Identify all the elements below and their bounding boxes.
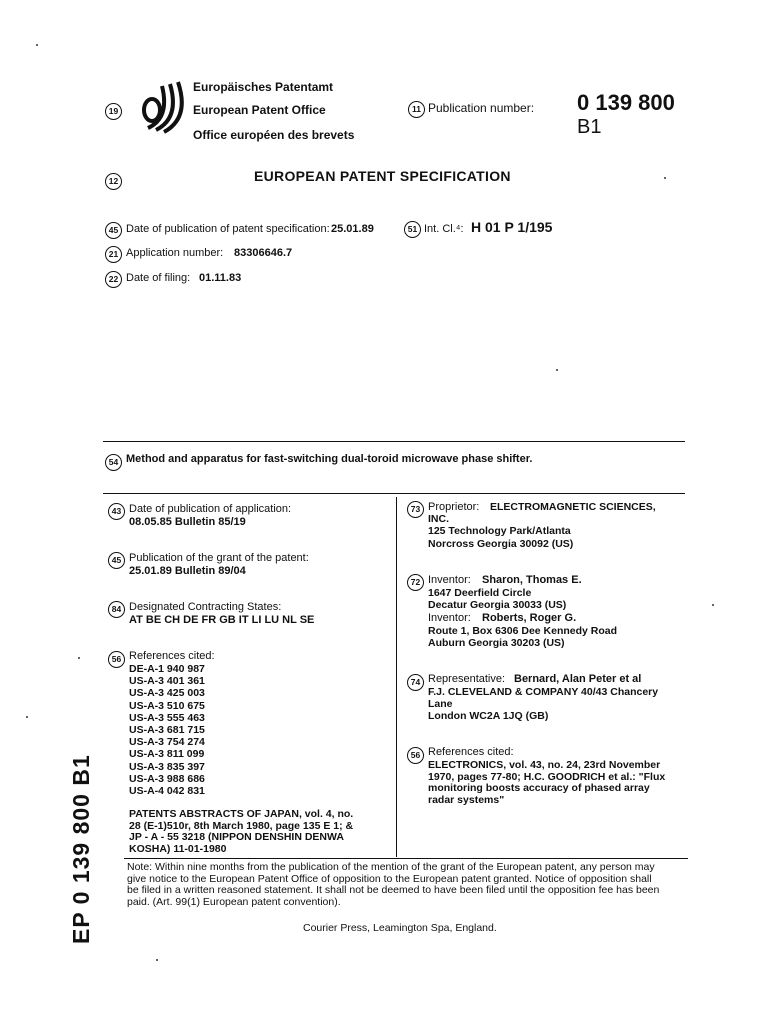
- inid-code-45: 45: [105, 222, 122, 239]
- reference-cited-line: 1970, pages 77-80; H.C. GOODRICH et al.: "Flux: [428, 770, 666, 783]
- invention-title: Method and apparatus for fast-switching dual-toroid microwave phase shifter.: [126, 453, 533, 465]
- inid-code-45b: 45: [108, 552, 125, 569]
- divider-title: [103, 493, 685, 494]
- reference-item: US-A-3 835 397: [129, 760, 205, 773]
- inid-code-84: 84: [108, 601, 125, 618]
- designated-states-label: Designated Contracting States:: [129, 601, 282, 613]
- reference-item: US-A-3 754 274: [129, 736, 205, 749]
- inid-code-12: 12: [105, 173, 122, 190]
- proprietor-line: INC.: [428, 513, 449, 526]
- reference-item: US-A-3 425 003: [129, 687, 205, 700]
- office-name-de: Europäisches Patentamt: [193, 80, 334, 94]
- grant-publication-label: Publication of the grant of the patent:: [129, 552, 309, 564]
- filing-date: 01.11.83: [199, 272, 242, 284]
- application-number: 83306646.7: [234, 247, 293, 259]
- inventor-2-name: Roberts, Roger G.: [482, 612, 577, 624]
- note-line: paid. (Art. 99(1) European patent convention).: [127, 895, 341, 908]
- office-name-fr: Office européen des brevets: [193, 128, 355, 142]
- representative-line: Lane: [428, 698, 453, 711]
- representative-line: London WC2A 1JQ (GB): [428, 710, 549, 723]
- divider-top: [103, 441, 685, 442]
- inventor-1-name: Sharon, Thomas E.: [482, 574, 582, 586]
- office-name-en: European Patent Office: [193, 103, 326, 117]
- scan-speck: [556, 369, 558, 371]
- proprietor-line: ELECTROMAGNETIC SCIENCES,: [490, 501, 656, 513]
- pub-spec-label: Date of publication of patent specification:: [126, 223, 330, 235]
- filing-date-label: Date of filing:: [126, 272, 191, 284]
- scan-speck: [26, 716, 28, 718]
- publication-number-label: Publication number:: [428, 101, 535, 115]
- proprietor-line: 125 Technology Park/Atlanta: [428, 525, 571, 538]
- reference-item: US-A-3 510 675: [129, 699, 205, 712]
- references-cited-label: References cited:: [428, 746, 514, 758]
- column-divider: [396, 497, 397, 857]
- int-cl-label: Int. Cl.⁴:: [424, 223, 464, 235]
- inid-code-43: 43: [108, 503, 125, 520]
- inid-code-74: 74: [407, 674, 424, 691]
- abstract-line: 28 (E-1)510r, 8th March 1980, page 135 E 1; &: [129, 819, 354, 832]
- reference-item: US-A-3 555 463: [129, 711, 205, 724]
- inid-code-51: 51: [404, 221, 421, 238]
- representative-label: Representative:: [428, 673, 506, 685]
- reference-item: US-A-3 681 715: [129, 724, 205, 736]
- reference-item: DE-A-1 940 987: [129, 663, 205, 675]
- printer-footer: Courier Press, Leamington Spa, England.: [303, 922, 497, 934]
- int-cl-value: H 01 P 1/195: [471, 219, 553, 235]
- representative-line: F.J. CLEVELAND & COMPANY 40/43 Chancery: [428, 686, 659, 698]
- kind-code: B1: [577, 116, 602, 138]
- abstract-line: KOSHA) 11-01-1980: [129, 842, 227, 855]
- divider-note: [124, 858, 688, 859]
- abstract-line: PATENTS ABSTRACTS OF JAPAN, vol. 4, no.: [129, 808, 354, 820]
- references-label: References cited:: [129, 650, 215, 662]
- publication-number: 0 139 800: [577, 90, 675, 115]
- proprietor-label: Proprietor:: [428, 501, 480, 513]
- inid-code-72: 72: [407, 574, 424, 591]
- inid-code-21: 21: [105, 246, 122, 263]
- reference-item: US-A-3 401 361: [129, 675, 205, 688]
- inventor-1-address-line: Decatur Georgia 30033 (US): [428, 599, 567, 612]
- scan-speck: [712, 604, 714, 606]
- reference-cited-line: ELECTRONICS, vol. 43, no. 24, 23rd November: [428, 759, 661, 771]
- inventor-1-address-line: 1647 Deerfield Circle: [428, 587, 532, 599]
- inid-code-73: 73: [407, 501, 424, 518]
- pub-application-value: 08.05.85 Bulletin 85/19: [129, 516, 246, 528]
- inventor-2-address-line: Route 1, Box 6306 Dee Kennedy Road: [428, 625, 618, 637]
- abstract-line: JP - A - 55 3218 (NIPPON DENSHIN DENWA: [129, 831, 344, 844]
- note-line: be filed in a written reasoned statement. It shall not be deemed to have been filed until the opposition fee has been: [127, 884, 660, 897]
- application-number-label: Application number:: [126, 247, 224, 259]
- inid-code-11: 11: [408, 101, 425, 118]
- scan-speck: [156, 959, 158, 961]
- inventor-2-label: Inventor:: [428, 612, 471, 624]
- inid-code-56: 56: [108, 651, 125, 668]
- reference-item: US-A-4 042 831: [129, 785, 205, 797]
- document-type: EUROPEAN PATENT SPECIFICATION: [254, 168, 511, 184]
- inid-code-56b: 56: [407, 747, 424, 764]
- side-publication-label: EP 0 139 800 B1: [68, 754, 94, 944]
- inid-code-54: 54: [105, 454, 122, 471]
- scan-speck: [664, 177, 666, 179]
- scan-speck: [36, 44, 38, 46]
- reference-item: US-A-3 988 686: [129, 772, 205, 785]
- inid-code-22: 22: [105, 271, 122, 288]
- epo-logo: [140, 78, 186, 136]
- proprietor-line: Norcross Georgia 30092 (US): [428, 537, 574, 550]
- reference-cited-line: monitoring boosts accuracy of phased array: [428, 782, 650, 795]
- scan-speck: [78, 657, 80, 659]
- representative-name: Bernard, Alan Peter et al: [514, 673, 642, 685]
- designated-states-value: AT BE CH DE FR GB IT LI LU NL SE: [129, 614, 315, 626]
- inventor-2-address-line: Auburn Georgia 30203 (US): [428, 637, 565, 650]
- note-line: give notice to the European Patent Office of opposition to the European patent granted. Notice of opposition shall: [127, 872, 652, 885]
- pub-application-label: Date of publication of application:: [129, 503, 292, 515]
- inventor-label: Inventor:: [428, 574, 471, 586]
- reference-item: US-A-3 811 099: [129, 748, 205, 761]
- grant-publication-value: 25.01.89 Bulletin 89/04: [129, 565, 246, 577]
- note-line: Note: Within nine months from the publication of the mention of the grant of the European patent, any person may: [127, 861, 655, 873]
- reference-cited-line: radar systems": [428, 793, 505, 806]
- pub-spec-date: 25.01.89: [331, 223, 374, 235]
- inid-code-19: 19: [105, 103, 122, 120]
